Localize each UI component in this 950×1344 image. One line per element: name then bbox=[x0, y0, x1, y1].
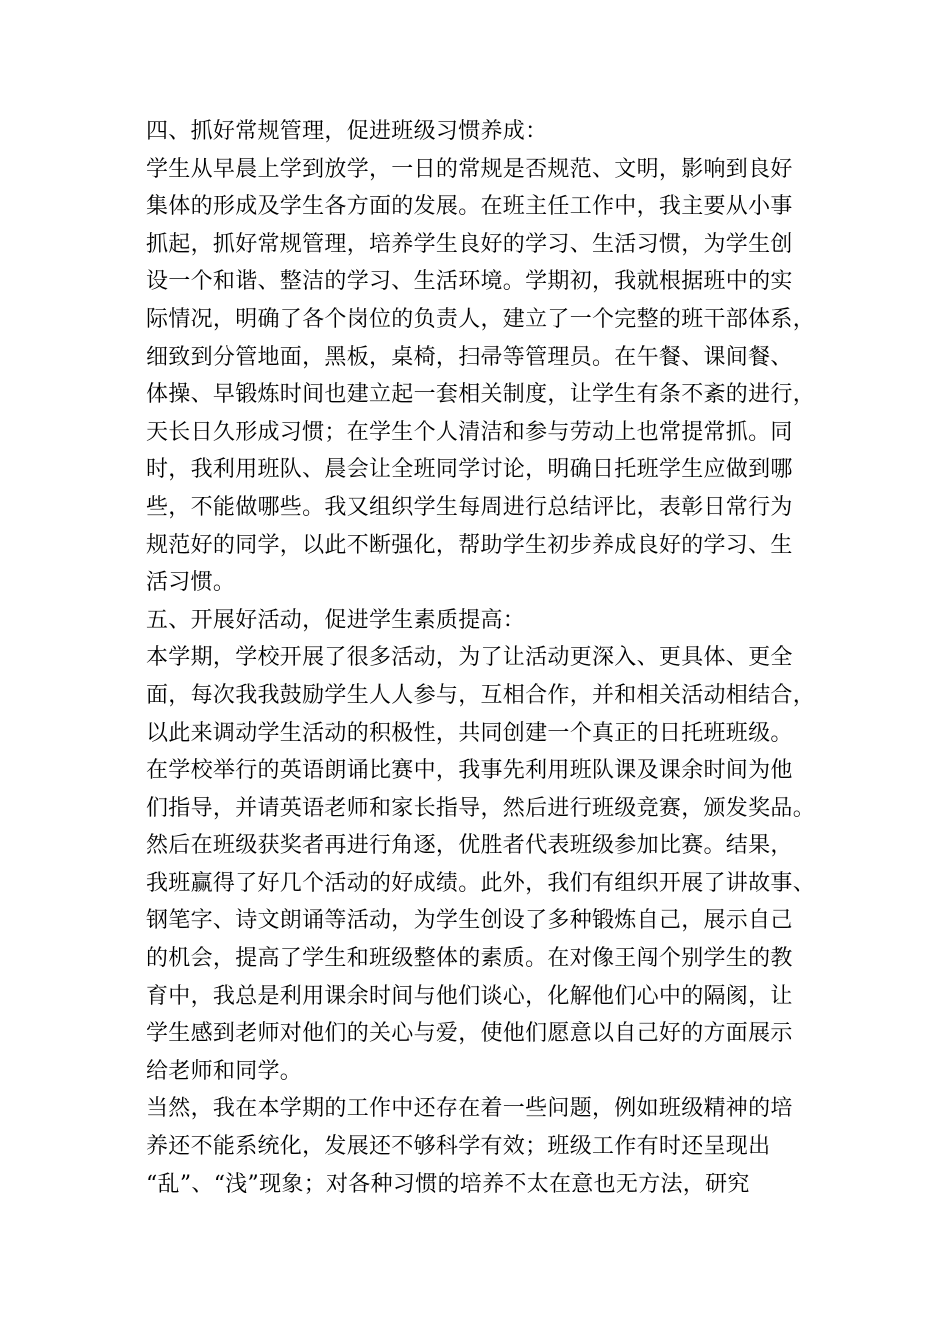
text-line: 规范好的同学，以此不断强化，帮助学生初步养成良好的学习、生 bbox=[146, 532, 793, 558]
text-line: 当然，我在本学期的工作中还存在着一些问题，例如班级精神的培 bbox=[146, 1096, 793, 1122]
text-line: 时，我利用班队、晨会让全班同学讨论，明确日托班学生应做到哪 bbox=[146, 457, 793, 483]
text-line: 抓起，抓好常规管理，培养学生良好的学习、生活习惯，为学生创 bbox=[146, 231, 793, 257]
text-line: 些，不能做哪些。我又组织学生每周进行总结评比，表彰日常行为 bbox=[146, 494, 793, 520]
text-line: 学生从早晨上学到放学，一日的常规是否规范、文明，影响到良好 bbox=[146, 156, 793, 182]
text-line: 学生感到老师对他们的关心与爱，使他们愿意以自己好的方面展示 bbox=[146, 1021, 793, 1047]
section-heading-5: 五、开展好活动，促进学生素质提高： bbox=[146, 607, 526, 633]
text-line: 然后在班级获奖者再进行角逐，优胜者代表班级参加比赛。结果， bbox=[146, 833, 793, 859]
text-line: 面，每次我我鼓励学生人人参与，互相合作，并和相关活动相结合， bbox=[146, 682, 816, 708]
text-line: 设一个和谐、整洁的学习、生活环境。学期初，我就根据班中的实 bbox=[146, 269, 793, 295]
text-line: 天长日久形成习惯；在学生个人清洁和参与劳动上也常提常抓。同 bbox=[146, 419, 793, 445]
body-text bbox=[146, 113, 816, 1203]
text-line: 的机会，提高了学生和班级整体的素质。在对像王闯个别学生的教 bbox=[146, 946, 793, 972]
text-line: 钢笔字、诗文朗诵等活动，为学生创设了多种锻炼自己，展示自己 bbox=[146, 908, 793, 934]
text-line: 给老师和同学。 bbox=[146, 1058, 303, 1084]
text-line: 集体的形成及学生各方面的发展。在班主任工作中，我主要从小事 bbox=[146, 194, 793, 220]
text-line: 活习惯。 bbox=[146, 570, 236, 596]
text-line: 育中，我总是利用课余时间与他们谈心，化解他们心中的隔阂，让 bbox=[146, 983, 793, 1009]
text-line: 体操、早锻炼时间也建立起一套相关制度，让学生有条不紊的进行， bbox=[146, 382, 816, 408]
text-line: “乱”、“浅”现象；对各种习惯的培养不太在意也无方法，研究 bbox=[146, 1171, 750, 1197]
text-line: 在学校举行的英语朗诵比赛中，我事先利用班队课及课余时间为他 bbox=[146, 758, 793, 784]
text-line: 以此来调动学生活动的积极性，共同创建一个真正的日托班班级。 bbox=[146, 720, 793, 746]
section-heading-4: 四、抓好常规管理，促进班级习惯养成： bbox=[146, 119, 548, 144]
text-line: 细致到分管地面，黑板，桌椅，扫帚等管理员。在午餐、课间餐、 bbox=[146, 344, 793, 370]
text-line: 本学期，学校开展了很多活动，为了让活动更深入、更具体、更全 bbox=[146, 645, 793, 671]
text-line: 际情况，明确了各个岗位的负责人，建立了一个完整的班干部体系， bbox=[146, 306, 816, 332]
text-line: 我班赢得了好几个活动的好成绩。此外，我们有组织开展了讲故事、 bbox=[146, 870, 816, 896]
text-line: 养还不能系统化，发展还不够科学有效；班级工作有时还呈现出 bbox=[146, 1134, 771, 1160]
text-line: 们指导，并请英语老师和家长指导，然后进行班级竞赛，颁发奖品。 bbox=[146, 795, 816, 821]
